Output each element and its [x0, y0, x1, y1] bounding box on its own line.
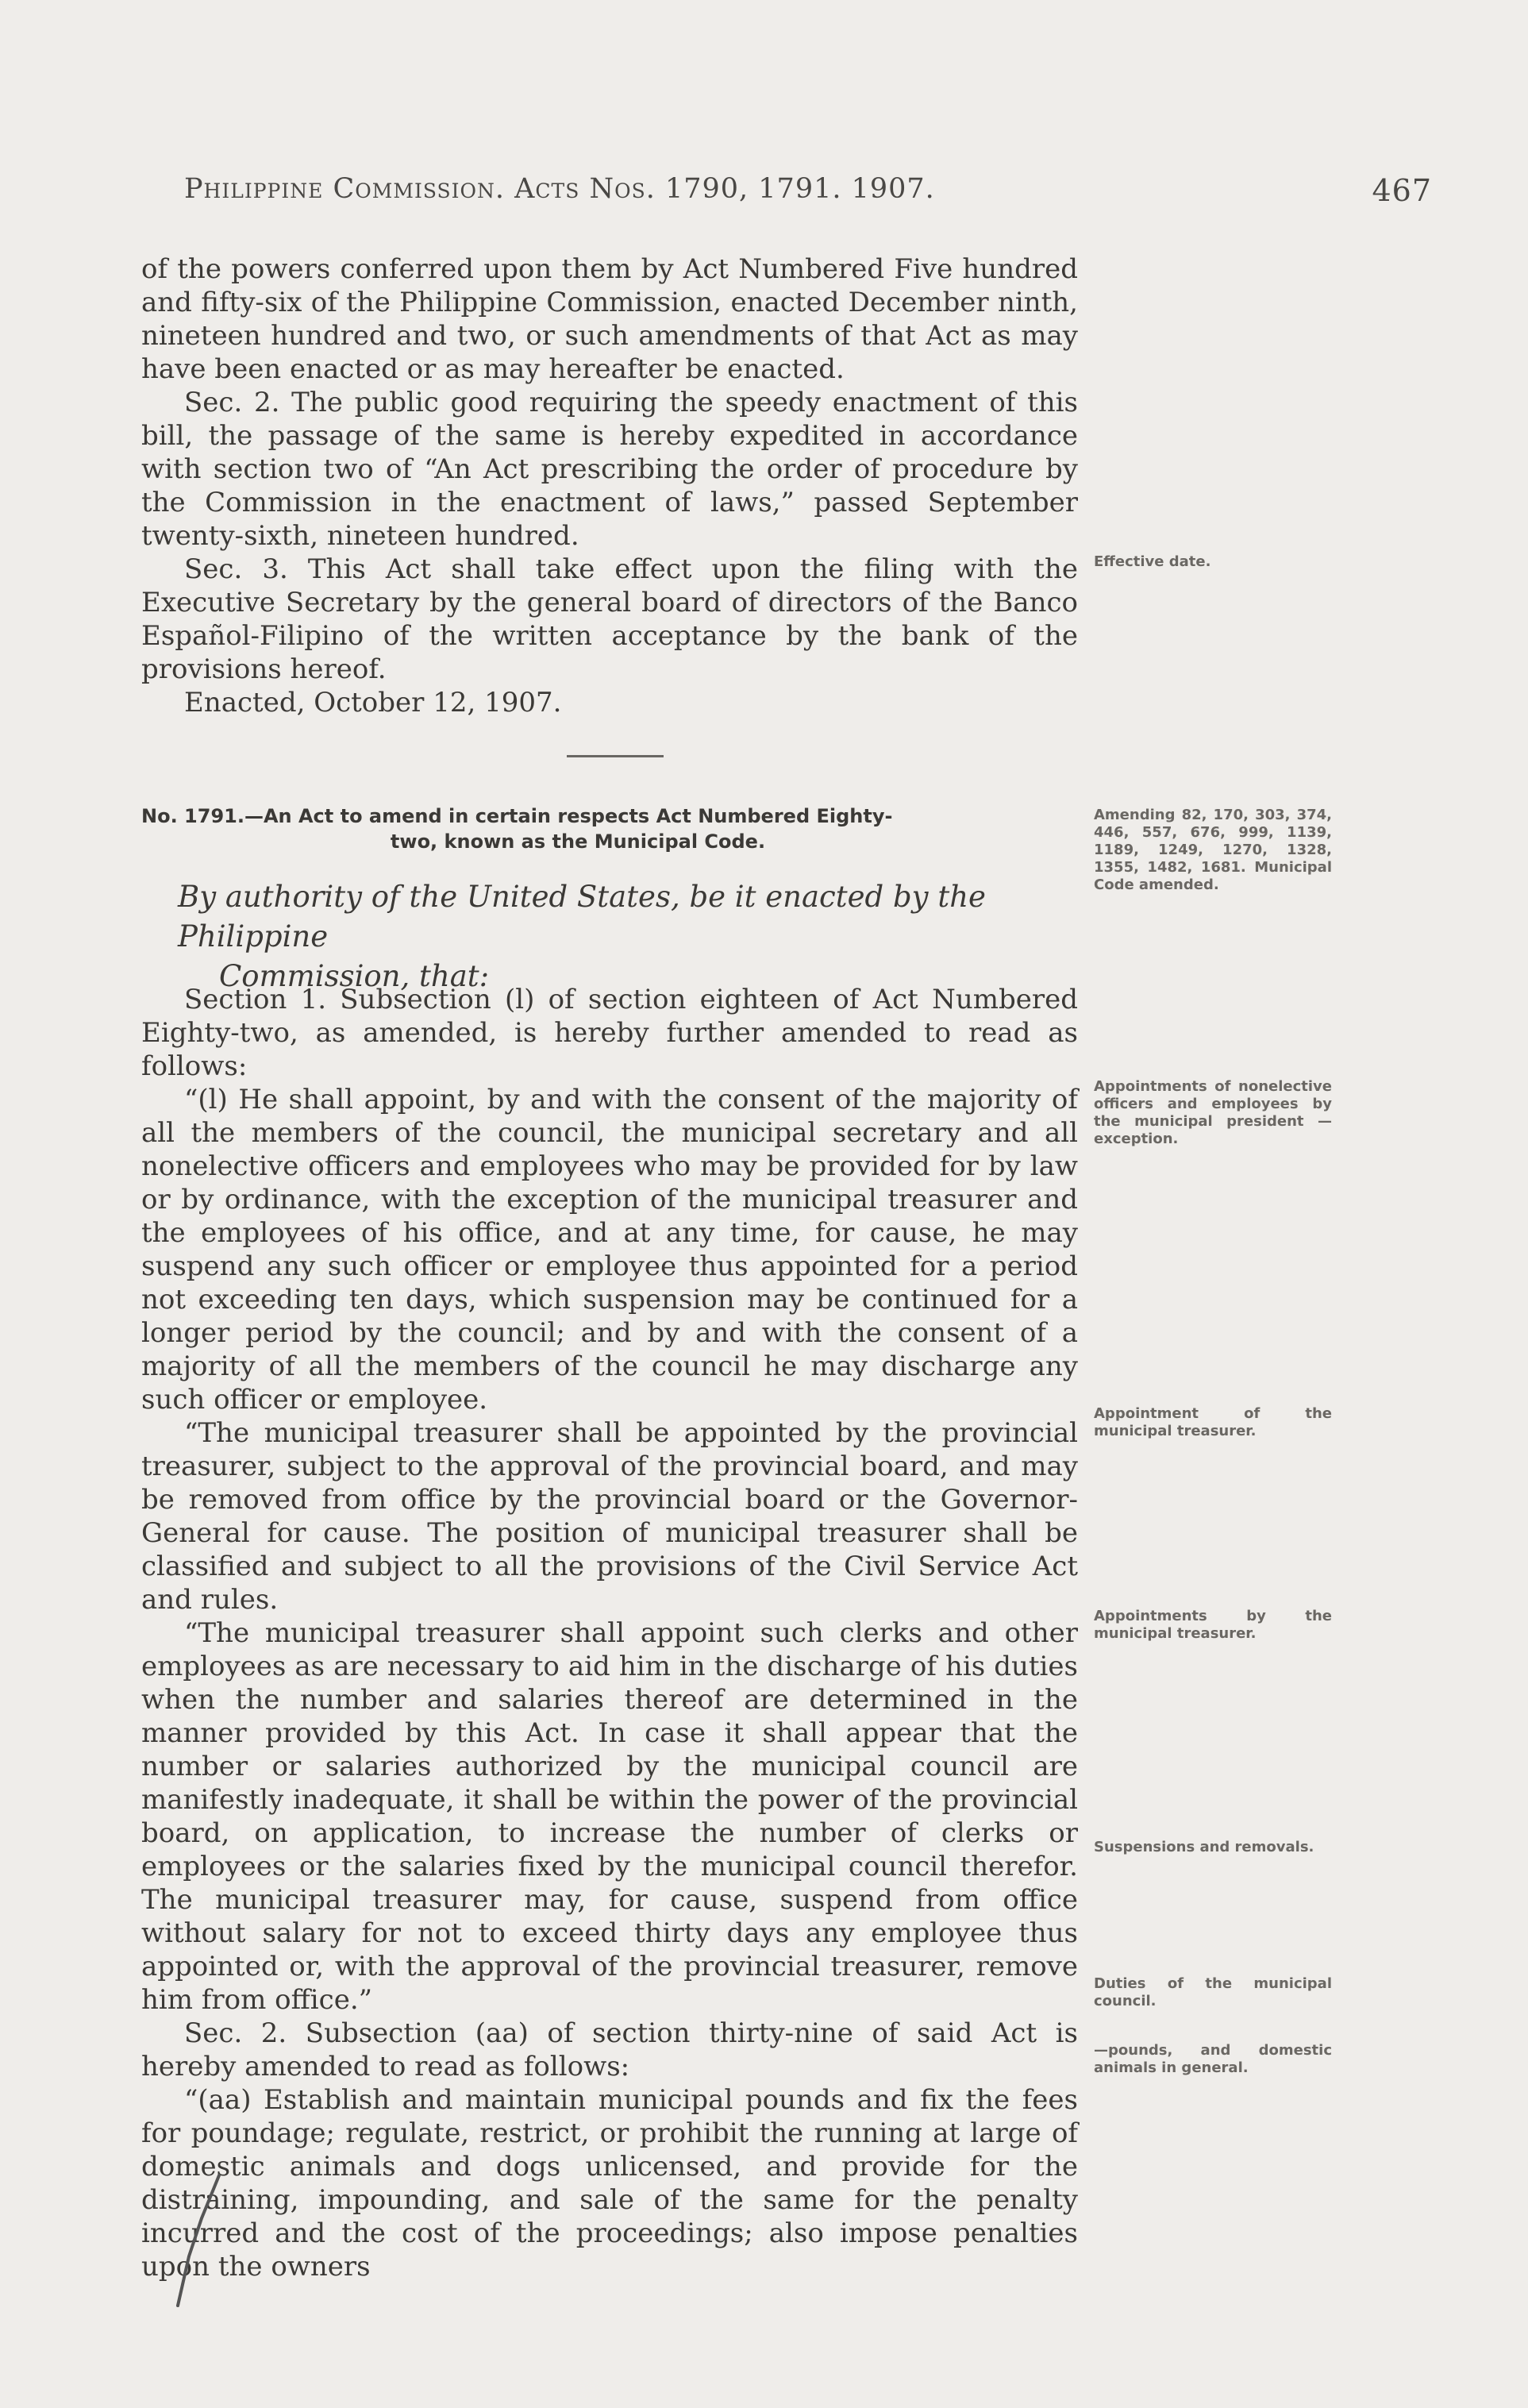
section-divider [567, 755, 664, 757]
paragraph: Enacted, October 12, 1907. [184, 687, 562, 719]
pencil-mark [167, 2169, 230, 2312]
enacting-line: Commission, that: [219, 959, 490, 993]
margin-note: Amending 82, 170, 303, 374, 446, 557, 676, 999, 1139, 1189, 1249, 1270, 1328, 1355, 1482, 1681. Municipal Code amended. [1094, 807, 1332, 893]
margin-note: —pounds, and domestic animals in general. [1094, 2042, 1332, 2076]
text-block-act-1791 [141, 983, 1078, 2283]
margin-note: Suspensions and removals. [1094, 1839, 1314, 1855]
act-title-line: No. 1791.—An Act to amend in certain respects Act Numbered Eighty- [141, 805, 893, 827]
enacting-clause [178, 877, 1078, 996]
paragraph: Sec. 3. This Act shall take effect upon the filing with the Executive Secretary by the general board of directors of the Banco Español-Filipino of the written acceptance by the bank of the provisions hereof. [141, 553, 1078, 685]
act-title-line: two, known as the Municipal Code. [390, 830, 766, 853]
margin-note: Duties of the municipal council. [1094, 1975, 1332, 2009]
paragraph: “The municipal treasurer shall be appointed by the provincial treasurer, subject to the approval of the provincial board, and may be removed from office by the provincial board or the Governor-General for cause. The position of municipal treasurer shall be classified and subject to all the provisions of the Civil Service Act and rules. [141, 1417, 1078, 1616]
margin-note: Appointments by the municipal treasurer. [1094, 1608, 1332, 1642]
text-block-act-1790 [141, 252, 1078, 719]
paragraph: of the powers conferred upon them by Act Numbered Five hundred and fifty-six of the Philippine Commission, enacted December ninth, nineteen hundred and two, or such amendments of that Act as may have been enacted or as may hereafter be enacted. [141, 253, 1078, 385]
paragraph: “(l) He shall appoint, by and with the consent of the majority of all the members of the council, the municipal secretary and all nonelective officers and employees who may be provided for by law or by ordinance, with the exception of the municipal treasurer and the employees of his office, and at any time, for cause, he may suspend any such officer or employee thus appointed for a period not exceeding ten days, which suspension may be continued for a longer period by the council; and by and with the consent of a majority of all the members of the council he may discharge any such officer or employee. [141, 1084, 1078, 1416]
margin-note: Appointments of nonelective officers and employees by the municipal president —exception. [1094, 1078, 1332, 1147]
paragraph: Sec. 2. The public good requiring the speedy enactment of this bill, the passage of the same is hereby expedited in accordance with section two of “An Act prescribing the order of procedure by the Commission in the enactment of laws,” passed September twenty-sixth, nineteen hundred. [141, 387, 1078, 552]
running-head [184, 173, 1432, 208]
enacting-line: By authority of the United States, be it enacted by the Philippine [178, 880, 986, 954]
paragraph: Section 1. Subsection (l) of section eighteen of Act Numbered Eighty-two, as amended, is hereby further amended to read as follows: [141, 984, 1078, 1082]
margin-note: Effective date. [1094, 553, 1211, 570]
paragraph: Sec. 2. Subsection (aa) of section thirty-nine of said Act is hereby amended to read as follows: [141, 2017, 1078, 2082]
margin-note: Appointment of the municipal treasurer. [1094, 1405, 1332, 1439]
act-title [141, 803, 1078, 854]
page-number: 467 [1372, 173, 1432, 208]
running-head-title: Philippine Commission. Acts Nos. 1790, 1791. 1907. [184, 173, 935, 205]
paragraph: “The municipal treasurer shall appoint such clerks and other employees as are necessary to aid him in the discharge of his duties when the number and salaries thereof are determined in the manner provided by this Act. In case it shall appear that the number or salaries authorized by the municipal council are manifestly inadequate, it shall be within the power of the provincial board, on application, to increase the number of clerks or employees or the salaries fixed by the municipal council therefor. The municipal treasurer may, for cause, suspend from office without salary for not to exceed thirty days any employee thus appointed or, with the approval of the provincial treasurer, remove him from office.” [141, 1617, 1078, 2016]
paragraph: “(aa) Establish and maintain municipal pounds and fix the fees for poundage; regulate, restrict, or prohibit the running at large of domestic animals and dogs unlicensed, and provide for the distraining, impounding, and sale of the same for the penalty incurred and the cost of the proceedings; also impose penalties upon the owners [141, 2084, 1078, 2283]
